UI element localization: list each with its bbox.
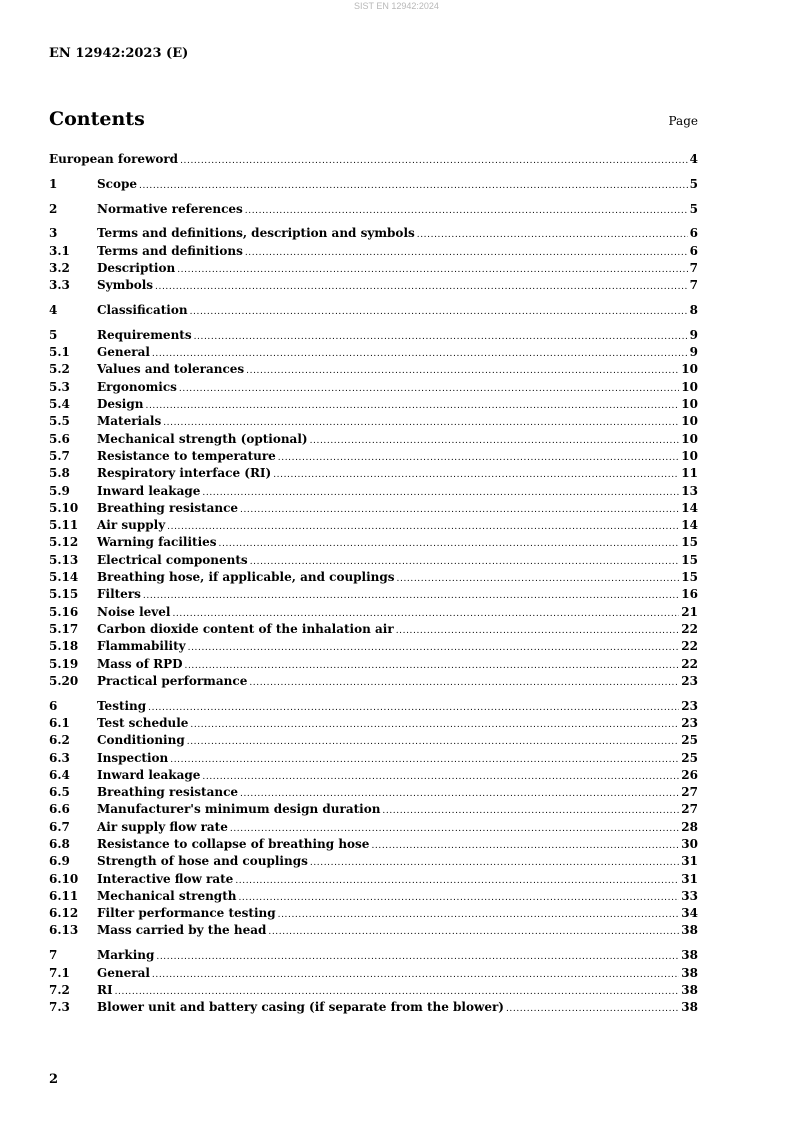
toc-entry-title: Mass carried by the head (97, 923, 267, 938)
toc-entry[interactable] (49, 586, 698, 603)
toc-entry[interactable] (49, 656, 698, 673)
toc-entry[interactable] (49, 999, 698, 1016)
toc-entry[interactable] (49, 302, 698, 319)
toc-entry-page: 10 (681, 397, 698, 412)
toc-entry-number: 5.17 (49, 621, 79, 636)
dot-leader (235, 873, 679, 890)
toc-entry-title: Inward leakage (97, 483, 201, 498)
dot-leader (148, 700, 679, 717)
toc-entry[interactable] (49, 871, 698, 888)
toc-entry-page: 10 (681, 362, 698, 377)
toc-entry-number: 6.10 (49, 871, 79, 886)
toc-entry[interactable] (49, 431, 698, 448)
toc-entry-page: 25 (681, 733, 698, 748)
toc-entry[interactable] (49, 836, 698, 853)
dot-leader (180, 153, 688, 170)
toc-entry-number: 3.3 (49, 278, 70, 293)
toc-entry-page: 5 (689, 201, 698, 216)
toc-entry-page: 31 (681, 854, 698, 869)
toc-entry[interactable] (49, 379, 698, 396)
toc-entry[interactable] (49, 201, 698, 218)
toc-entry-number: 6.8 (49, 836, 70, 851)
toc-entry-number: 5.16 (49, 604, 79, 619)
toc-entry[interactable] (49, 715, 698, 732)
toc-entry-title: Terms and definitions, description and symbols (97, 226, 415, 241)
toc-entry-page: 9 (689, 327, 698, 342)
toc-entry-page: 10 (681, 379, 698, 394)
dot-leader (143, 588, 679, 605)
toc-entry-title: Values and tolerances (97, 362, 245, 377)
toc-entry-number: 6.5 (49, 785, 70, 800)
toc-entry-title: Marking (97, 948, 155, 963)
dot-leader (190, 304, 688, 321)
toc-entry-number: 6.2 (49, 733, 70, 748)
toc-entry-title: Practical performance (97, 673, 248, 688)
toc-entry-title: Scope (97, 176, 138, 191)
dot-leader (188, 640, 680, 657)
toc-entry-title: Materials (97, 414, 162, 429)
toc-entry[interactable] (49, 277, 698, 294)
toc-entry[interactable] (49, 534, 698, 551)
toc-entry-page: 10 (681, 448, 698, 463)
toc-entry[interactable] (49, 344, 698, 361)
dot-leader (139, 178, 688, 195)
toc-entry-number: 5.9 (49, 483, 70, 498)
toc-entry-title: Warning facilities (97, 535, 217, 550)
toc-entry-number: 6.12 (49, 906, 79, 921)
toc-entry[interactable] (49, 732, 698, 749)
toc-entry-title: Breathing hose, if applicable, and couplings (97, 570, 395, 585)
toc-entry-title: Ergonomics (97, 379, 177, 394)
toc-entry-page: 30 (681, 836, 698, 851)
toc-entry[interactable] (49, 483, 698, 500)
dot-leader (170, 752, 679, 769)
dot-leader (245, 245, 688, 262)
toc-entry-title: Carbon dioxide content of the inhalation air (97, 621, 394, 636)
dot-leader (382, 803, 679, 820)
toc-entry[interactable] (49, 517, 698, 534)
toc-entry-title: Mechanical strength (97, 888, 237, 903)
toc-entry-page: 23 (681, 698, 698, 713)
toc-entry-title: Test schedule (97, 715, 189, 730)
toc-entry-page: 6 (689, 226, 698, 241)
dot-leader (268, 924, 679, 941)
toc-entry-number: 5.1 (49, 345, 70, 360)
page-column-label: Page (668, 114, 698, 128)
toc-entry-title: Resistance to temperature (97, 448, 276, 463)
toc-entry-page: 14 (681, 500, 698, 515)
toc-entry-title: Breathing resistance (97, 500, 239, 515)
toc-entry[interactable] (49, 176, 698, 193)
toc-entry-page: 27 (681, 802, 698, 817)
dot-leader (396, 623, 680, 640)
toc-entry-page: 9 (689, 345, 698, 360)
dot-leader (145, 398, 679, 415)
toc-entry-title: Mass of RPD (97, 656, 183, 671)
toc-entry-title: Testing (97, 698, 147, 713)
toc-entry-page: 28 (681, 819, 698, 834)
toc-entry-title: Classification (97, 303, 188, 318)
toc-entry-page: 23 (681, 715, 698, 730)
toc-entry-number: 5.15 (49, 587, 79, 602)
toc-entry-number: 6 (49, 698, 58, 713)
toc-entry-number: 5.7 (49, 448, 70, 463)
dot-leader (179, 381, 679, 398)
toc-entry-title: Resistance to collapse of breathing hose (97, 836, 370, 851)
toc-entry-page: 38 (681, 982, 698, 997)
toc-entry-number: 5.11 (49, 518, 79, 533)
toc-entry-page: 25 (681, 750, 698, 765)
toc-entry-number: 5.4 (49, 397, 70, 412)
toc-entry[interactable] (49, 905, 698, 922)
dot-leader (167, 519, 679, 536)
toc-entry-title: RI (97, 982, 113, 997)
toc-entry-page: 15 (681, 535, 698, 550)
toc-entry-number: 4 (49, 303, 58, 318)
toc-entry[interactable] (49, 853, 698, 870)
toc-entry-page: 4 (689, 152, 698, 166)
toc-entry-page: 38 (681, 948, 698, 963)
toc-entry-title: Flammability (97, 639, 186, 654)
toc-entry-title: Air supply (97, 518, 166, 533)
toc-entry-title: Interactive flow rate (97, 871, 234, 886)
toc-entry[interactable] (49, 767, 698, 784)
toc-entry-title: Noise level (97, 604, 171, 619)
toc-entry-page: 8 (689, 303, 698, 318)
watermark: SIST EN 12942:2024 (354, 1, 439, 11)
toc-entry-number: 5.20 (49, 673, 79, 688)
toc-entry-title: Respiratory interface (RI) (97, 466, 272, 481)
toc-entry-page: 7 (689, 278, 698, 293)
toc-entry-title: Manufacturer's minimum design duration (97, 802, 381, 817)
toc-entry-number: 7 (49, 948, 58, 963)
toc-entry-title: Inward leakage (97, 767, 201, 782)
toc-entry-number: 6.3 (49, 750, 70, 765)
toc-entry[interactable] (49, 819, 698, 836)
dot-leader (155, 279, 688, 296)
toc-entry[interactable] (49, 361, 698, 378)
toc-entry-number: 3.2 (49, 260, 70, 275)
toc-entry-page: 5 (689, 176, 698, 191)
toc-entry[interactable] (49, 448, 698, 465)
toc-entry-number: 5.18 (49, 639, 79, 654)
toc-entry-number: 6.11 (49, 888, 79, 903)
toc-entry-page: 26 (681, 767, 698, 782)
contents-title: Contents (49, 108, 145, 130)
dot-leader (371, 838, 679, 855)
toc-entry[interactable] (49, 888, 698, 905)
toc-entry[interactable] (49, 465, 698, 482)
table-of-contents (49, 151, 698, 1016)
toc-entry-number: 5.10 (49, 500, 79, 515)
toc-entry-page: 38 (681, 965, 698, 980)
toc-entry-title: Description (97, 260, 176, 275)
dot-leader (506, 1001, 679, 1018)
dot-leader (190, 717, 679, 734)
toc-entry-number: 5.6 (49, 431, 70, 446)
toc-entry-page: 22 (681, 621, 698, 636)
dot-leader (177, 262, 687, 279)
toc-entry[interactable] (49, 638, 698, 655)
toc-entry-page: 22 (681, 656, 698, 671)
toc-entry-title: Strength of hose and couplings (97, 854, 308, 869)
toc-entry-page: 27 (681, 785, 698, 800)
toc-entry-number: 6.6 (49, 802, 70, 817)
toc-entry-page: 7 (689, 260, 698, 275)
toc-entry-page: 38 (681, 923, 698, 938)
toc-entry[interactable] (49, 225, 698, 242)
toc-entry-number: 5.19 (49, 656, 79, 671)
toc-entry-number: 2 (49, 201, 58, 216)
toc-entry[interactable] (49, 750, 698, 767)
dot-leader (202, 769, 679, 786)
toc-entry[interactable] (49, 396, 698, 413)
toc-entry-number: 5.2 (49, 362, 70, 377)
dot-leader (185, 658, 680, 675)
toc-entry-title: Blower unit and battery casing (if separate from the blower) (97, 1000, 504, 1015)
dot-leader (245, 203, 688, 220)
dot-leader (310, 855, 679, 872)
footer-page-number: 2 (49, 1072, 59, 1087)
toc-entry-page: 31 (681, 871, 698, 886)
toc-entry-title: Conditioning (97, 733, 185, 748)
toc-entry-page: 10 (681, 414, 698, 429)
toc-entry-page: 33 (681, 888, 698, 903)
toc-entry-title: Terms and definitions (97, 243, 243, 258)
dot-leader (278, 907, 680, 924)
dot-leader (156, 949, 679, 966)
dot-leader (202, 485, 679, 502)
dot-leader (417, 227, 688, 244)
dot-leader (152, 967, 679, 984)
toc-entry-number: 6.1 (49, 715, 70, 730)
toc-entry[interactable] (49, 569, 698, 586)
dot-leader (397, 571, 680, 588)
toc-entry-number: 6.7 (49, 819, 70, 834)
toc-entry-title: Symbols (97, 278, 154, 293)
document-id: EN 12942:2023 (E) (49, 46, 189, 61)
toc-entry-number: 5.12 (49, 535, 79, 550)
dot-leader (240, 502, 679, 519)
dot-leader (246, 363, 679, 380)
dot-leader (273, 467, 679, 484)
toc-entry[interactable] (49, 604, 698, 621)
toc-entry-title: Design (97, 397, 144, 412)
toc-entry[interactable] (49, 947, 698, 964)
toc-entry[interactable] (49, 673, 698, 690)
toc-entry-page: 34 (681, 906, 698, 921)
toc-entry-number: 5.14 (49, 570, 79, 585)
toc-entry-title: European foreword (49, 152, 179, 166)
toc-entry[interactable] (49, 552, 698, 569)
toc-entry-page: 21 (681, 604, 698, 619)
toc-entry-title: Inspection (97, 750, 169, 765)
toc-entry-title: Normative references (97, 201, 243, 216)
toc-entry-title: General (97, 965, 150, 980)
toc-entry-page: 38 (681, 1000, 698, 1015)
toc-entry-page: 11 (681, 466, 698, 481)
toc-entry-number: 7.3 (49, 1000, 70, 1015)
toc-entry-page: 14 (681, 518, 698, 533)
toc-entry[interactable] (49, 413, 698, 430)
toc-entry-title: Mechanical strength (optional) (97, 431, 308, 446)
toc-entry-title: Filter performance testing (97, 906, 276, 921)
toc-entry-page: 23 (681, 673, 698, 688)
toc-entry-title: Electrical components (97, 552, 248, 567)
toc-entry-page: 13 (681, 483, 698, 498)
dot-leader (238, 890, 679, 907)
toc-entry[interactable] (49, 500, 698, 517)
dot-leader (249, 675, 679, 692)
toc-entry[interactable] (49, 151, 698, 168)
toc-entry-number: 5.5 (49, 414, 70, 429)
toc-entry-number: 3.1 (49, 243, 70, 258)
toc-entry-number: 5 (49, 327, 58, 342)
dot-leader (194, 329, 688, 346)
toc-entry-number: 6.13 (49, 923, 79, 938)
toc-entry-title: General (97, 345, 150, 360)
toc-entry[interactable] (49, 260, 698, 277)
toc-entry[interactable] (49, 327, 698, 344)
toc-entry-number: 3 (49, 226, 58, 241)
dot-leader (219, 536, 680, 553)
toc-entry-page: 10 (681, 431, 698, 446)
toc-entry[interactable] (49, 982, 698, 999)
toc-entry-number: 5.13 (49, 552, 79, 567)
toc-entry[interactable] (49, 801, 698, 818)
dot-leader (187, 734, 680, 751)
dot-leader (278, 450, 680, 467)
toc-entry-number: 1 (49, 176, 58, 191)
toc-entry-number: 7.1 (49, 965, 70, 980)
toc-entry-number: 5.3 (49, 379, 70, 394)
toc-entry-title: Requirements (97, 327, 192, 342)
toc-entry-number: 7.2 (49, 982, 70, 997)
toc-entry[interactable] (49, 965, 698, 982)
toc-entry-title: Breathing resistance (97, 785, 239, 800)
toc-entry[interactable] (49, 784, 698, 801)
toc-entry-page: 15 (681, 552, 698, 567)
toc-entry[interactable] (49, 922, 698, 939)
toc-entry-title: Air supply flow rate (97, 819, 228, 834)
toc-entry[interactable] (49, 243, 698, 260)
toc-entry-title: Filters (97, 587, 141, 602)
toc-entry-number: 6.4 (49, 767, 70, 782)
dot-leader (310, 433, 680, 450)
toc-entry-number: 6.9 (49, 854, 70, 869)
toc-entry-page: 15 (681, 570, 698, 585)
toc-entry[interactable] (49, 698, 698, 715)
toc-entry-page: 6 (689, 243, 698, 258)
toc-entry-number: 5.8 (49, 466, 70, 481)
toc-entry-page: 16 (681, 587, 698, 602)
toc-entry-page: 22 (681, 639, 698, 654)
toc-entry[interactable] (49, 621, 698, 638)
